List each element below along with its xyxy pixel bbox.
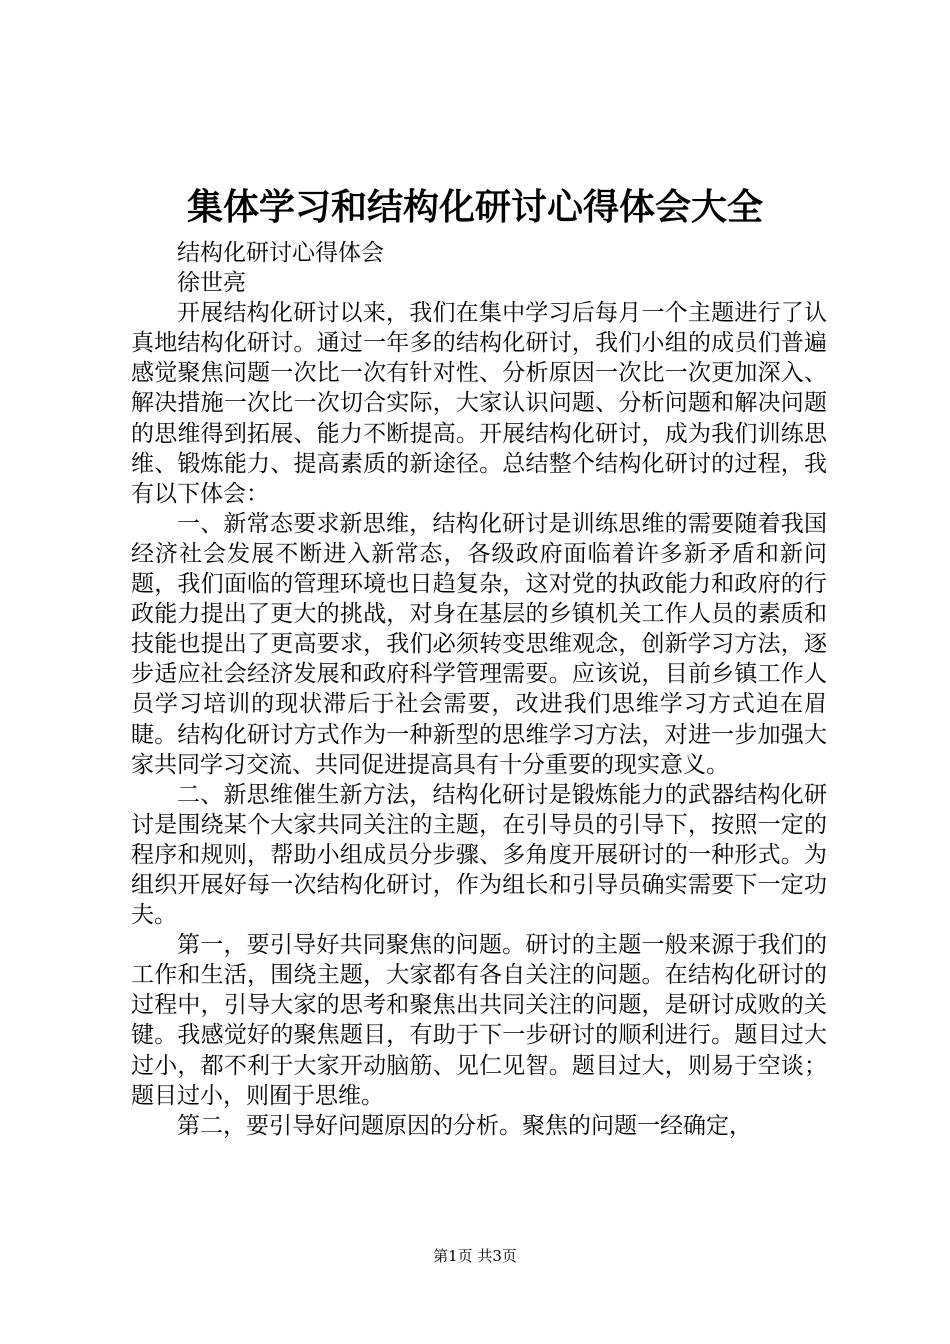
paragraph-section-two: 二、新思维催生新方法，结构化研讨是锻炼能力的武器结构化研讨是围绕某个大家共同关注的主题，在引导员的引导下，按照一定的程序和规则，帮助小组成员分步骤、多角度开展研讨的一种形式。为组织开展好每一次结构化研讨，作为组长和引导员确实需要下一定功夫。 [131, 781, 827, 929]
paragraph-point-two: 第二，要引导好问题原因的分析。聚焦的问题一经确定， [177, 1112, 752, 1139]
document-body [131, 238, 827, 1141]
paragraph-section-one: 一、新常态要求新思维，结构化研讨是训练思维的需要随着我国经济社会发展不断进入新常态，各级政府面临着许多新矛盾和新问题，我们面临的管理环境也日趋复杂，这对党的执政能力和政府的行政能力提出了更大的挑战，对身在基层的乡镇机关工作人员的素质和技能也提出了更高要求，我们必须转变思维观念，创新学习方法，逐步适应社会经济发展和政府科学管理需要。应该说，目前乡镇工作人员学习培训的现状滞后于社会需要，改进我们思维学习方式迫在眉睫。结构化研讨方式作为一种新型的思维学习方法，对进一步加强大家共同学习交流、共同促进提高具有十分重要的现实意义。 [131, 510, 827, 778]
document-author: 徐世亮 [177, 270, 246, 297]
page-footer: 第1页 共3页 [433, 1247, 517, 1265]
document-title: 集体学习和结构化研讨心得体会大全 [186, 187, 763, 228]
paragraph-intro: 开展结构化研讨以来，我们在集中学习后每月一个主题进行了认真地结构化研讨。通过一年多的结构化研讨，我们小组的成员们普遍感觉聚焦问题一次比一次有针对性、分析原因一次比一次更加深入、解决措施一次比一次切合实际，大家认识问题、分析问题和解决问题的思维得到拓展、能力不断提高。开展结构化研讨，成为我们训练思维、锻炼能力、提高素质的新途径。总结整个结构化研讨的过程，我有以下体会： [131, 300, 827, 507]
paragraph-point-one: 第一，要引导好共同聚焦的问题。研讨的主题一般来源于我们的工作和生活，围绕主题，大家都有各自关注的问题。在结构化研讨的过程中，引导大家的思考和聚焦出共同关注的问题，是研讨成败的关键。我感觉好的聚焦题目，有助于下一步研讨的顺利进行。题目过大过小，都不利于大家开动脑筋、见仁见智。题目过大，则易于空谈；题目过小，则囿于思维。 [131, 932, 827, 1109]
document-subtitle: 结构化研讨心得体会 [177, 240, 384, 266]
